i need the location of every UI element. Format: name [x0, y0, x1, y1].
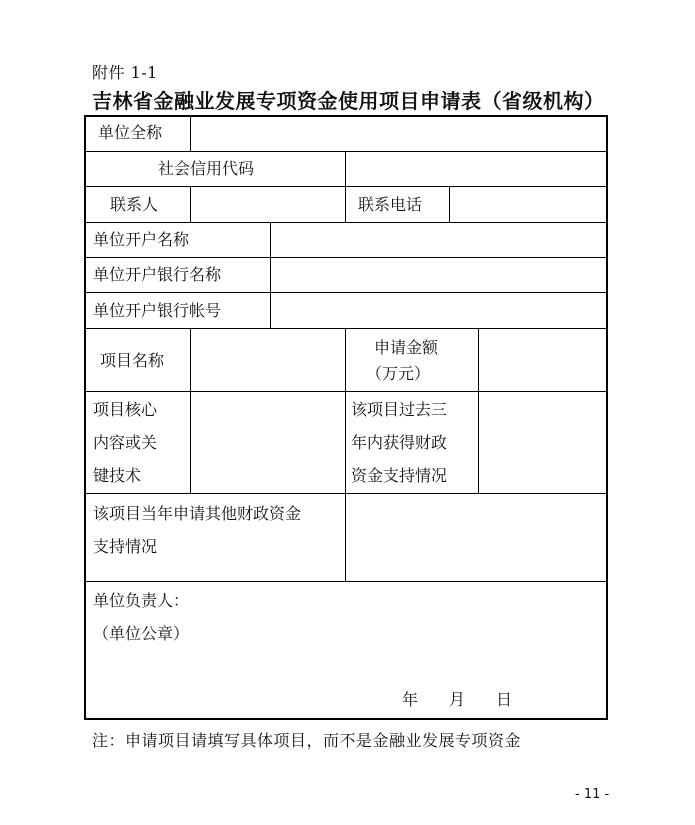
apply-amount-label: 申请金额	[374, 338, 439, 357]
bank-name-label: 单位开户银行名称	[93, 265, 222, 284]
date-month-label: 月	[449, 690, 466, 709]
apply-amount-field[interactable]	[479, 329, 606, 391]
table-border-bottom	[84, 718, 608, 720]
past-support-label-line2: 年内获得财政	[351, 433, 448, 452]
project-name-field[interactable]	[191, 329, 345, 391]
form-title: 吉林省金融业发展专项资金使用项目申请表（省级机构）	[92, 89, 605, 113]
other-support-label-line2: 支持情况	[93, 537, 158, 556]
unit-seal-label: （单位公章）	[93, 624, 190, 643]
footnote: 注：申请项目请填写具体项目，而不是金融业发展专项资金	[92, 731, 522, 750]
unit-full-name-field[interactable]	[191, 117, 606, 151]
account-name-field[interactable]	[271, 223, 606, 257]
core-content-label-line2: 内容或关	[93, 433, 158, 452]
project-name-label: 项目名称	[100, 351, 165, 370]
social-credit-code-label: 社会信用代码	[158, 159, 255, 178]
contact-phone-field[interactable]	[450, 187, 606, 222]
social-credit-code-field[interactable]	[346, 152, 606, 186]
contact-phone-label: 联系电话	[358, 195, 423, 214]
date-year-label: 年	[402, 690, 419, 709]
table-border-right	[606, 115, 608, 720]
apply-amount-unit-label: （万元）	[366, 364, 431, 383]
responsible-person-label: 单位负责人：	[93, 591, 190, 610]
attachment-label: 附件 1-1	[92, 63, 158, 82]
past-support-label-line3: 资金支持情况	[351, 466, 448, 485]
core-content-label-line3: 键技术	[93, 466, 142, 485]
application-form-table	[84, 115, 608, 720]
other-support-field[interactable]	[346, 494, 606, 581]
account-name-label: 单位开户名称	[93, 230, 190, 249]
past-support-label-line1: 该项目过去三	[351, 400, 448, 419]
bank-name-field[interactable]	[271, 258, 606, 292]
table-border-left	[84, 115, 86, 720]
bank-account-label: 单位开户银行帐号	[93, 301, 222, 320]
core-content-field[interactable]	[191, 392, 345, 493]
page-number: - 11 -	[575, 787, 610, 802]
core-content-label-line1: 项目核心	[93, 400, 158, 419]
bank-account-field[interactable]	[271, 293, 606, 328]
row-divider	[84, 581, 608, 582]
contact-person-label: 联系人	[110, 195, 159, 214]
date-day-label: 日	[496, 690, 513, 709]
contact-person-field[interactable]	[191, 187, 345, 222]
other-support-label-line1: 该项目当年申请其他财政资金	[93, 504, 302, 523]
past-support-field[interactable]	[479, 392, 606, 493]
unit-full-name-label: 单位全称	[98, 123, 163, 142]
